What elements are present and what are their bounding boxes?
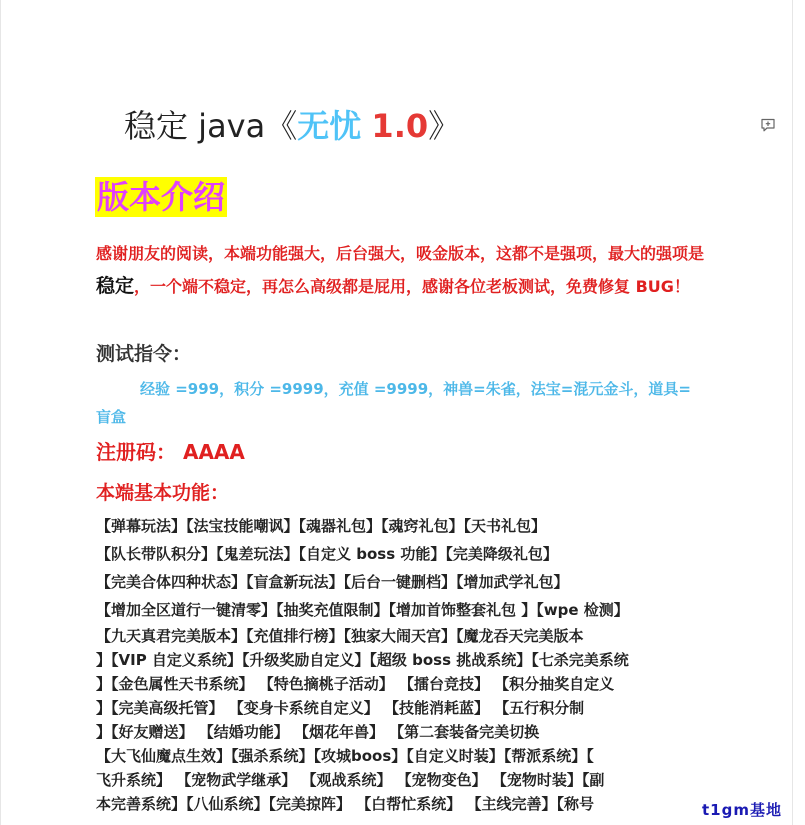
title-suffix: 》 bbox=[428, 107, 461, 145]
page-left-edge bbox=[0, 0, 1, 825]
title-prefix: 稳定 java《 bbox=[124, 107, 298, 145]
feature-line: 】【完美高级托管】 【变身卡系统自定义】 【技能消耗蓝】 【五行积分制 bbox=[96, 699, 585, 717]
feature-line: 【队长带队积分】【鬼差玩法】【自定义 boss 功能】【完美降级礼包】 bbox=[96, 545, 558, 563]
feature-line: 本完善系统】【八仙系统】【完美掠阵】 【白帮忙系统】 【主线完善】【称号 bbox=[96, 795, 594, 813]
add-comment-icon[interactable] bbox=[760, 117, 776, 133]
feature-line: 飞升系统】 【宠物武学继承】 【观战系统】 【宠物变色】 【宠物时装】【副 bbox=[96, 771, 605, 789]
feature-line: 【九天真君完美版本】【充值排行榜】【独家大闹天宫】【魔龙吞天完美版本 bbox=[96, 627, 584, 645]
intro-emphasis: 稳定 bbox=[96, 275, 135, 297]
title-name: 无忧 bbox=[297, 107, 362, 145]
feature-line: 【弹幕玩法】【法宝技能嘲讽】【魂器礼包】【魂窍礼包】【天书礼包】 bbox=[96, 517, 547, 535]
test-commands-label: 测试指令： bbox=[96, 343, 192, 365]
feature-list bbox=[96, 512, 708, 816]
document-title bbox=[124, 104, 460, 148]
feature-line: 【增加全区道行一键清零】【抽奖充值限制】【增加首饰整套礼包 】【wpe 检测】 bbox=[96, 601, 629, 619]
test-commands-text: 经验 =999，积分 =9999，充值 =9999，神兽=朱雀，法宝=混元金斗，道具=盲盒 bbox=[96, 380, 691, 426]
feature-line: 【完美合体四种状态】【盲盒新玩法】【后台一键删档】【增加武学礼包】 bbox=[96, 573, 569, 591]
page-right-edge bbox=[792, 0, 793, 825]
feature-line: 【大飞仙魔点生效】【强杀系统】【攻城boos】【自定义时装】【帮派系统】【 bbox=[96, 747, 594, 765]
feature-line: 】【好友赠送】 【结婚功能】 【烟花年兽】 【第二套装备完美切换 bbox=[96, 723, 540, 741]
intro-text-1: 感谢朋友的阅读，本端功能强大，后台强大，吸金版本，这都不是强项，最大的强项是 bbox=[96, 244, 705, 263]
intro-text-2: ，一个端不稳定，再怎么高级都是屁用，感谢各位老板测试，免费修复 BUG！ bbox=[134, 277, 690, 296]
title-version: 1.0 bbox=[371, 107, 429, 145]
feature-line: 】【金色属性天书系统】 【特色摘桃子活动】 【擂台竞技】 【积分抽奖自定义 bbox=[96, 675, 615, 693]
watermark: t1gm基地 bbox=[702, 801, 782, 819]
registration-code: 注册码： AAAA bbox=[96, 440, 245, 464]
intro-paragraph bbox=[96, 237, 706, 303]
feature-line: 】【VIP 自定义系统】【升级奖励自定义】【超级 boss 挑战系统】【七杀完美系统 bbox=[96, 651, 629, 669]
features-title: 本端基本功能： bbox=[96, 482, 230, 504]
section-heading: 版本介绍 bbox=[97, 178, 226, 216]
